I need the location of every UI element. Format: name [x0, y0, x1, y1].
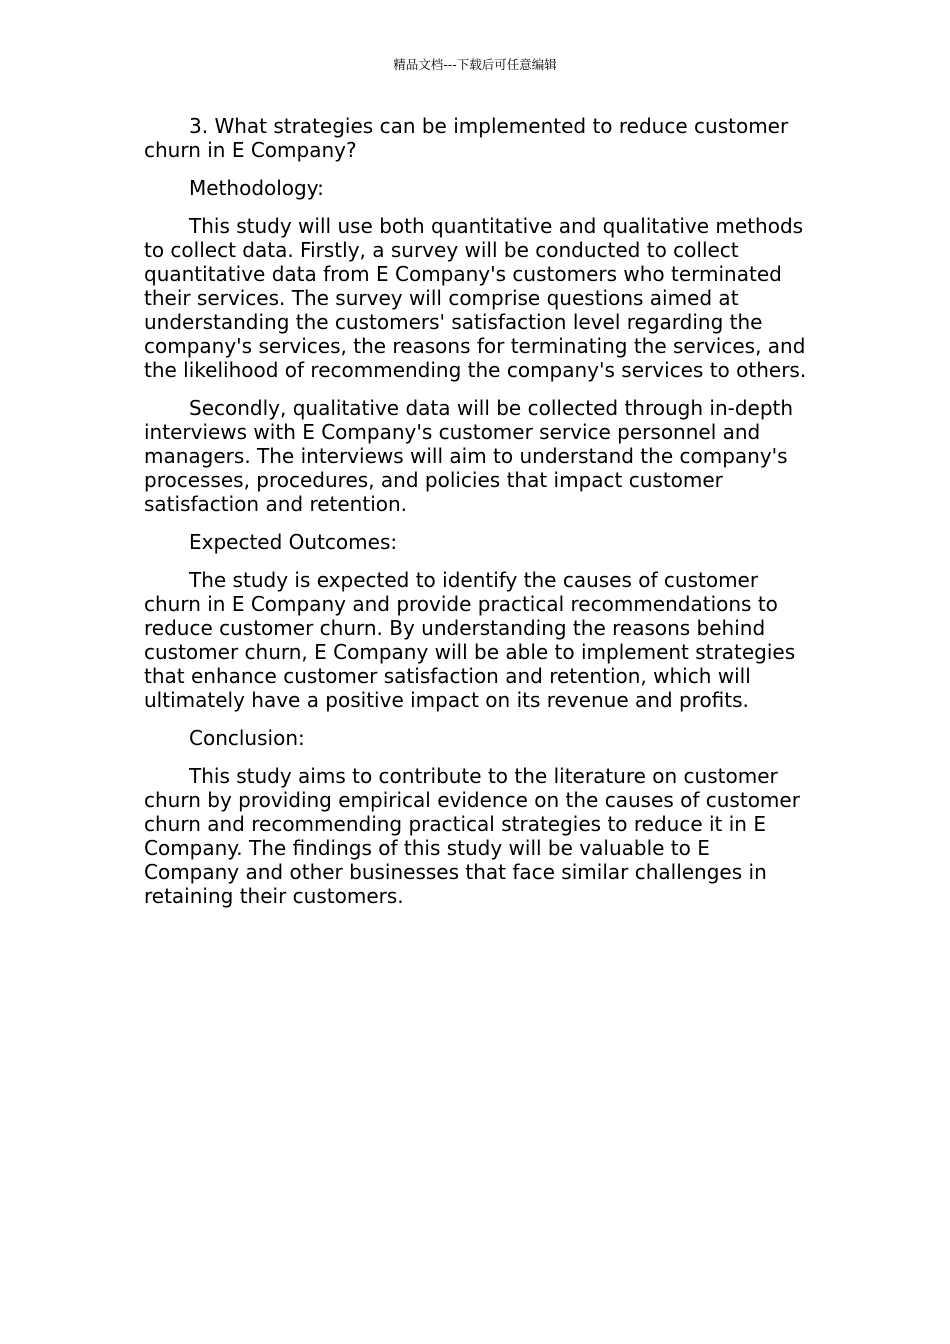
conclusion-heading: Conclusion:	[189, 726, 305, 750]
methodology-paragraph-2: Secondly, qualitative data will be collected through in-depth interviews with E Company's customer service personnel and managers. The interviews will aim to understand the company's processes, procedures, and policies that impact customer satisfaction and retention.	[144, 396, 794, 516]
research-question-3: 3. What strategies can be implemented to reduce customer churn in E Company?	[144, 114, 789, 162]
expected-outcomes-paragraph: The study is expected to identify the causes of customer churn in E Company and provide practical recommendations to reduce customer churn. By understanding the reasons behind customer churn, E Company will be able to implement strategies that enhance customer satisfaction and retention, which will ultimately have a positive impact on its revenue and profits.	[144, 568, 796, 712]
page-header: 精品文档---下载后可任意编辑	[393, 57, 557, 72]
methodology-paragraph-1: This study will use both quantitative and qualitative methods to collect data. Firstly, a survey will be conducted to collect quantitative data from E Company's customers who terminated their services. The survey will comprise questions aimed at understanding the customers' satisfaction level regarding the company's services, the reasons for terminating the services, and the likelihood of recommending the company's services to others.	[144, 214, 807, 382]
methodology-heading: Methodology:	[189, 176, 324, 200]
document-body	[144, 114, 808, 922]
expected-outcomes-heading: Expected Outcomes:	[189, 530, 398, 554]
conclusion-paragraph: This study aims to contribute to the literature on customer churn by providing empirical evidence on the causes of customer churn and recommending practical strategies to reduce it in E Company. The findings of this study will be valuable to E Company and other businesses that face similar challenges in retaining their customers.	[144, 764, 800, 908]
